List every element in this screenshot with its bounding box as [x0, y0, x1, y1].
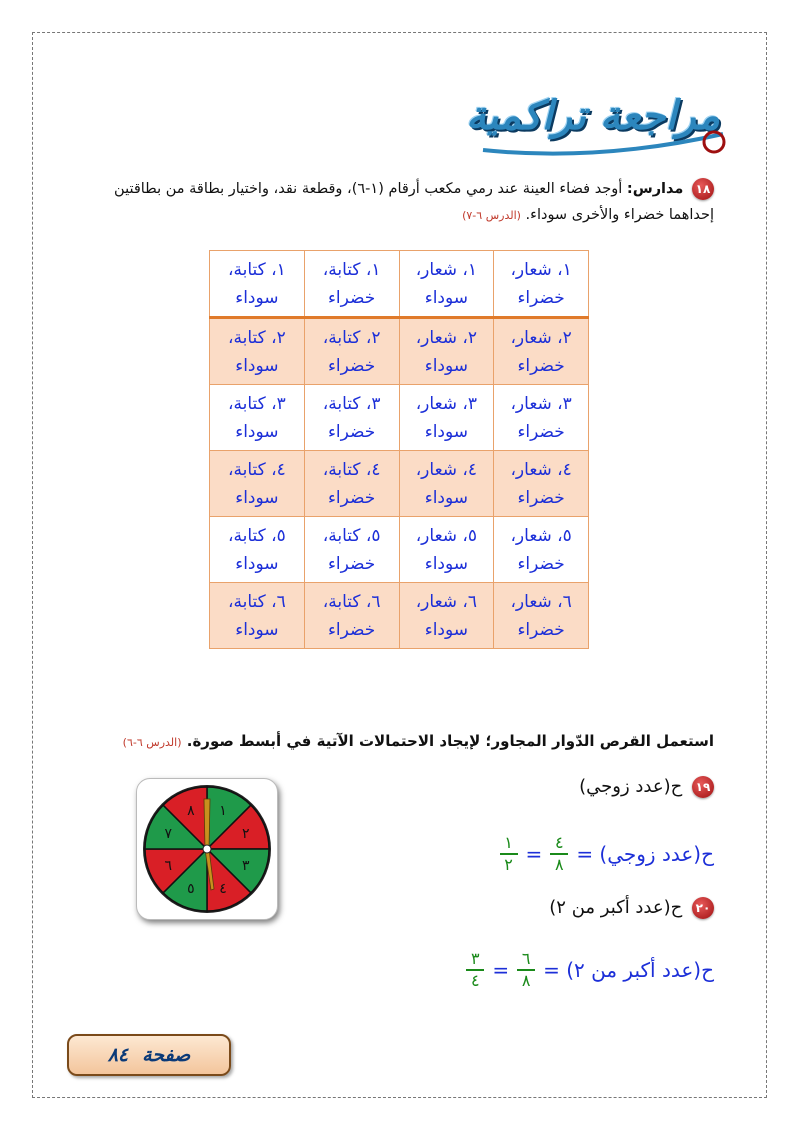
fraction [500, 834, 518, 874]
spinner-label: ٢ [242, 825, 250, 842]
spinner-figure [136, 778, 278, 920]
page-label: صفحة [142, 1044, 191, 1066]
question-number-badge: ١٩ [692, 776, 714, 798]
spinner-instructions [64, 732, 714, 750]
table-row [210, 583, 589, 649]
table-cell: ١، كتابة، خضراء [304, 251, 399, 318]
numerator: ٤ [555, 833, 564, 852]
table-cell: ٣، كتابة، خضراء [304, 385, 399, 451]
denominator: ٢ [504, 855, 513, 874]
question-number-badge: ١٨ [692, 178, 714, 200]
table-row [210, 385, 589, 451]
page-number: ٨٤ [107, 1044, 129, 1066]
sample-space-table [209, 250, 589, 649]
table-cell: ٤، كتابة، خضراء [304, 451, 399, 517]
numerator: ١ [504, 833, 513, 852]
question-18 [74, 176, 714, 229]
table-cell: ٦، كتابة، خضراء [304, 583, 399, 649]
table-cell: ١، شعار، خضراء [494, 251, 589, 318]
answer-lhs: ح(عدد أكبر من ٢) = [543, 958, 714, 982]
table-cell: ٥، كتابة، سوداء [210, 517, 305, 583]
spinner-label: ١ [219, 803, 227, 820]
lesson-reference: (الدرس ٦-٧) [462, 209, 521, 222]
question-prompt: ح(عدد زوجي) [579, 776, 683, 797]
question-number-badge: ٢٠ [692, 897, 714, 919]
table-cell: ٦، شعار، سوداء [399, 583, 494, 649]
table-cell: ٥، كتابة، خضراء [304, 517, 399, 583]
title-swoosh [478, 128, 728, 158]
page-title: مراجعة تراكمية [465, 92, 720, 139]
spinner-label: ٣ [242, 858, 250, 875]
answer-19 [500, 834, 714, 874]
spinner-hub [203, 845, 211, 853]
equals-sign: = [525, 842, 543, 866]
table-cell: ٣، شعار، سوداء [399, 385, 494, 451]
fraction [550, 834, 568, 874]
spinner-label: ٤ [219, 880, 227, 897]
table-row [210, 451, 589, 517]
answer-20 [466, 950, 714, 990]
table-cell: ٤، شعار، سوداء [399, 451, 494, 517]
question-lead: مدارس: [626, 181, 684, 197]
table-cell: ٣، كتابة، سوداء [210, 385, 305, 451]
answer-lhs: ح(عدد زوجي) = [576, 842, 714, 866]
table-cell: ٣، شعار، خضراء [494, 385, 589, 451]
spinner-label: ٥ [187, 880, 195, 897]
spinner-label: ٨ [187, 803, 195, 820]
page-number-box [67, 1034, 231, 1076]
table-cell: ١، شعار، سوداء [399, 251, 494, 318]
table-cell: ٢، كتابة، خضراء [304, 318, 399, 385]
denominator: ٤ [471, 971, 480, 990]
numerator: ٦ [521, 949, 531, 968]
denominator: ٨ [521, 971, 531, 990]
equals-sign: = [492, 958, 510, 982]
table-cell: ٦، كتابة، سوداء [210, 583, 305, 649]
question-19 [579, 776, 714, 798]
table-cell: ٢، شعار، سوداء [399, 318, 494, 385]
spinner-wheel [139, 781, 275, 917]
question-text: أوجد فضاء العينة عند رمي مكعب أرقام (١-٦)، وقطعة نقد، واختيار بطاقة من بطاقتين إحداهما خضراء والأخرى سوداء. [114, 181, 714, 223]
question-prompt: ح(عدد أكبر من ٢) [549, 897, 683, 918]
table-cell: ٤، شعار، خضراء [494, 451, 589, 517]
table-row [210, 318, 589, 385]
table-cell: ٢، شعار، خضراء [494, 318, 589, 385]
table-cell: ٥، شعار، سوداء [399, 517, 494, 583]
instructions-text: استعمل القرص الدّوار المجاور؛ لإيجاد الاحتمالات الآتية في أبسط صورة. [186, 732, 714, 750]
fraction [517, 950, 535, 990]
lesson-reference: (الدرس ٦-٦) [122, 736, 182, 749]
table-row [210, 517, 589, 583]
table-cell: ٤، كتابة، سوداء [210, 451, 305, 517]
fraction [466, 950, 484, 990]
table-cell: ٢، كتابة، سوداء [210, 318, 305, 385]
denominator: ٨ [555, 855, 564, 874]
numerator: ٣ [471, 949, 480, 968]
question-20 [549, 897, 714, 919]
table-cell: ١، كتابة، سوداء [210, 251, 305, 318]
table-cell: ٦، شعار، خضراء [494, 583, 589, 649]
spinner-label: ٦ [164, 858, 172, 875]
table-row [210, 251, 589, 318]
table-cell: ٥، شعار، خضراء [494, 517, 589, 583]
spinner-label: ٧ [164, 825, 172, 842]
